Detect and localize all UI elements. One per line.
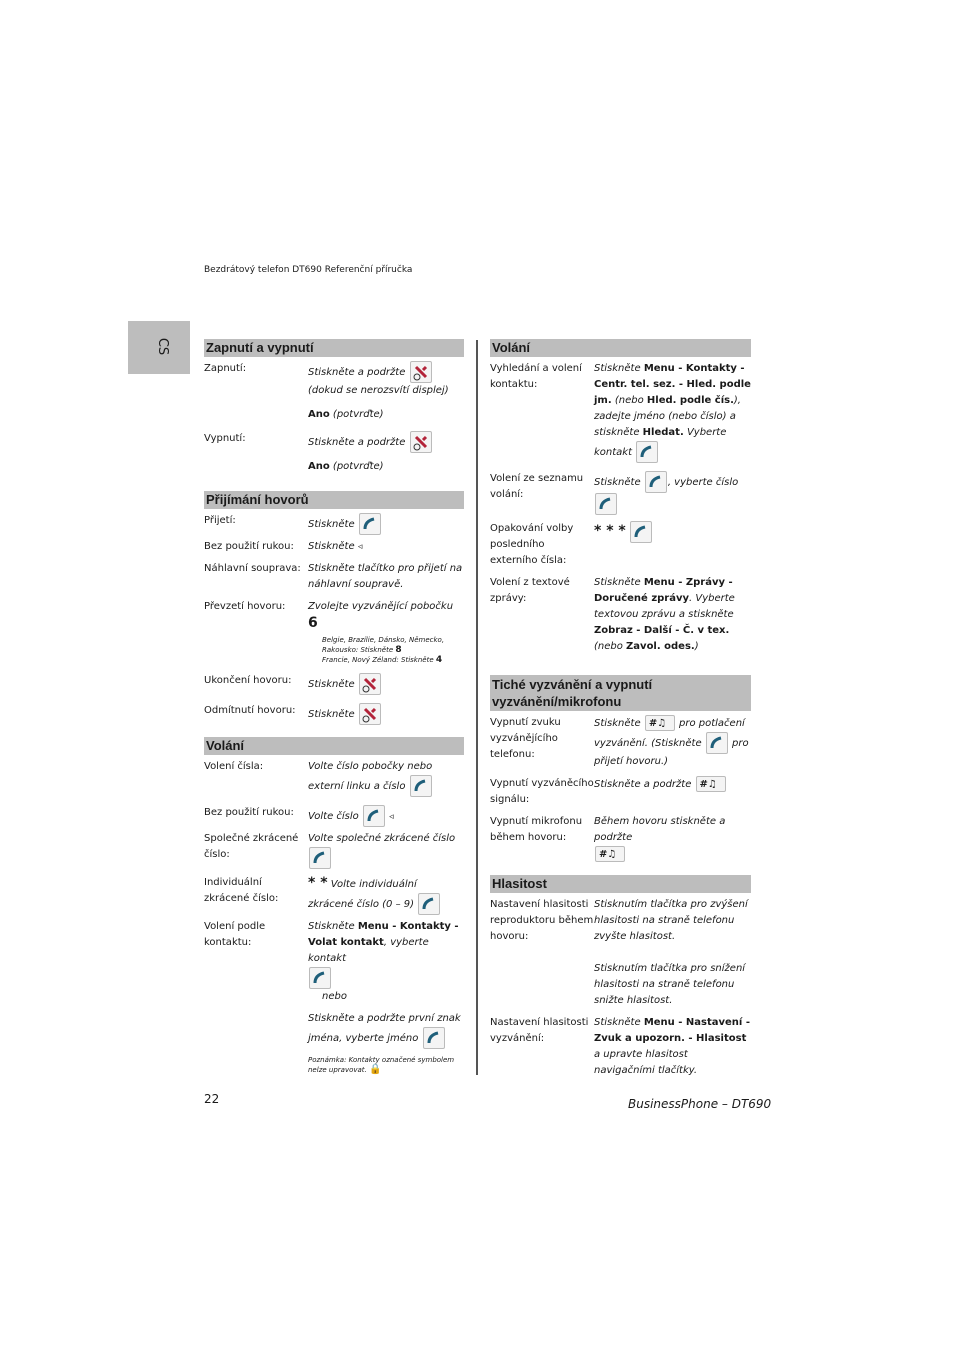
call-key-icon	[706, 732, 728, 754]
section-title-receiving: Přijímání hovorů	[204, 491, 464, 509]
row-power-on-confirm: Ano (potvrďte)	[308, 409, 384, 420]
hash-mute-icon: #♫	[696, 776, 726, 792]
row-dial-contact: Volení podle kontaktu: Stiskněte Menu - Kontakty - Volat kontakt, vyberte kontakt nebo	[204, 921, 459, 1002]
call-key-icon	[630, 521, 652, 543]
end-call-key-icon	[410, 431, 432, 453]
product-name: BusinessPhone – DT690	[628, 1097, 772, 1111]
row-power-off-confirm: Ano (potvrďte)	[308, 461, 384, 472]
speaker-icon: ◃	[389, 812, 394, 822]
call-key-icon	[363, 805, 385, 827]
row-call-list: Volení ze seznamu volání: Stiskněte , vyberte číslo	[490, 471, 751, 515]
call-key-icon	[309, 847, 331, 869]
hash-mute-icon: #♫	[645, 715, 675, 731]
column-divider	[476, 340, 478, 1075]
call-key-icon	[645, 471, 667, 493]
language-tab: CS	[128, 321, 190, 374]
row-dial-handsfree: Bez použití rukou: Volte číslo ◃	[204, 805, 464, 827]
row-redial: Opakování volby posledního externího čísla: * * *	[490, 521, 751, 569]
page-number: 22	[204, 1092, 220, 1106]
end-call-key-icon	[410, 361, 432, 383]
row-power-off: Vypnutí: Stiskněte a podržte	[204, 431, 464, 453]
hash-mute-icon: #♫	[595, 846, 625, 862]
end-call-key-icon	[359, 703, 381, 725]
section-title-silent: Tiché vyzvánění a vypnutí vyzvánění/mikrofonu	[490, 675, 751, 711]
row-pickup: Převzetí hovoru: Zvolejte vyzvánějící pobočku 6	[204, 601, 454, 631]
row-common-abbrev: Společné zkrácené číslo: Volte společné zkrácené číslo	[204, 831, 464, 869]
section-title-calling: Volání	[204, 737, 464, 755]
call-key-icon	[423, 1027, 445, 1049]
section-title-calling-2: Volání	[490, 339, 751, 357]
end-call-key-icon	[359, 673, 381, 695]
left-column	[204, 339, 464, 1075]
call-key-icon	[418, 893, 440, 915]
row-pickup-note: Belgie, Brazílie, Dánsko, Německo, Rakousko: Stiskněte 8 Francie, Nový Zéland: Stiskněte 4	[322, 636, 445, 665]
call-key-icon	[636, 441, 658, 463]
row-power-on: Zapnutí: Stiskněte a podržte (dokud se nerozsvítí displej)	[204, 363, 449, 396]
row-headset: Náhlavní souprava: Stiskněte tlačítko pro přijetí na náhlavní soupravě.	[204, 563, 463, 590]
row-dial-from-message: Volení z textové zprávy: Stiskněte Menu - Zprávy - Doručené zprávy. Vyberte textovou zprávu a stiskněte Zobraz - Další - Č. v tex. (nebo Zavol. odes.)	[490, 577, 735, 652]
row-reject-call: Odmítnutí hovoru: Stiskněte	[204, 703, 464, 725]
call-key-icon	[359, 513, 381, 535]
row-ring-off: Vypnutí vyzváněcího signálu: Stiskněte a podržte #♫	[490, 776, 751, 808]
row-speaker-volume: Nastavení hlasitosti reproduktoru během hovoru: Stisknutím tlačítka pro zvýšení hlasitosti na straně telefonu zvyšte hlasitost. Stisknutím tlačítka pro snížení hlasitosti na straně telefonu snižte hlasitost.	[490, 899, 748, 1006]
running-header: Bezdrátový telefon DT690 Referenční příručka	[204, 265, 413, 275]
row-individual-abbrev: Individuální zkrácené číslo: * * Volte individuální zkrácené číslo (0 – 9)	[204, 875, 464, 915]
row-mic-off: Vypnutí mikrofonu během hovoru: Během hovoru stiskněte a podržte #♫	[490, 816, 726, 860]
row-mute-ring: Vypnutí zvuku vyzvánějícího telefonu: Stiskněte #♫ pro potlačení vyzvánění. (Stiskněte pro přijetí hovoru.)	[490, 717, 749, 767]
row-answer: Přijetí: Stiskněte	[204, 513, 464, 535]
row-search-contact: Vyhledání a volení kontaktu: Stiskněte Menu - Kontakty - Centr. tel. sez. - Hled. podle jm. (nebo Hled. podle čís.), zadejte jméno (nebo číslo) a stiskněte Hledat. Vyberte kontakt	[490, 361, 751, 463]
row-handsfree: Bez použití rukou: Stiskněte ◃	[204, 541, 363, 552]
right-column	[490, 339, 751, 1079]
section-title-power: Zapnutí a vypnutí	[204, 339, 464, 357]
lock-icon: 🔒	[369, 1064, 382, 1075]
call-key-icon	[309, 967, 331, 989]
row-ring-volume: Nastavení hlasitosti vyzvánění: Stiskněte Menu - Nastavení - Zvuk a upozorn. - Hlasitost a upravte hlasitost navigačními tlačítky.	[490, 1017, 750, 1076]
row-dial-contact-alt: Stiskněte a podržte první znak jména, vyberte jméno	[204, 1011, 464, 1049]
row-end-call: Ukončení hovoru: Stiskněte	[204, 673, 464, 695]
speaker-icon: ◃	[357, 542, 363, 552]
row-note: Poznámka: Kontakty označené symbolem nelze upravovat. 🔒	[308, 1056, 455, 1075]
row-dial-number: Volení čísla: Volte číslo pobočky nebo externí linku a číslo	[204, 759, 464, 797]
section-title-volume: Hlasitost	[490, 875, 751, 893]
call-key-icon	[410, 775, 432, 797]
call-key-icon	[595, 493, 617, 515]
